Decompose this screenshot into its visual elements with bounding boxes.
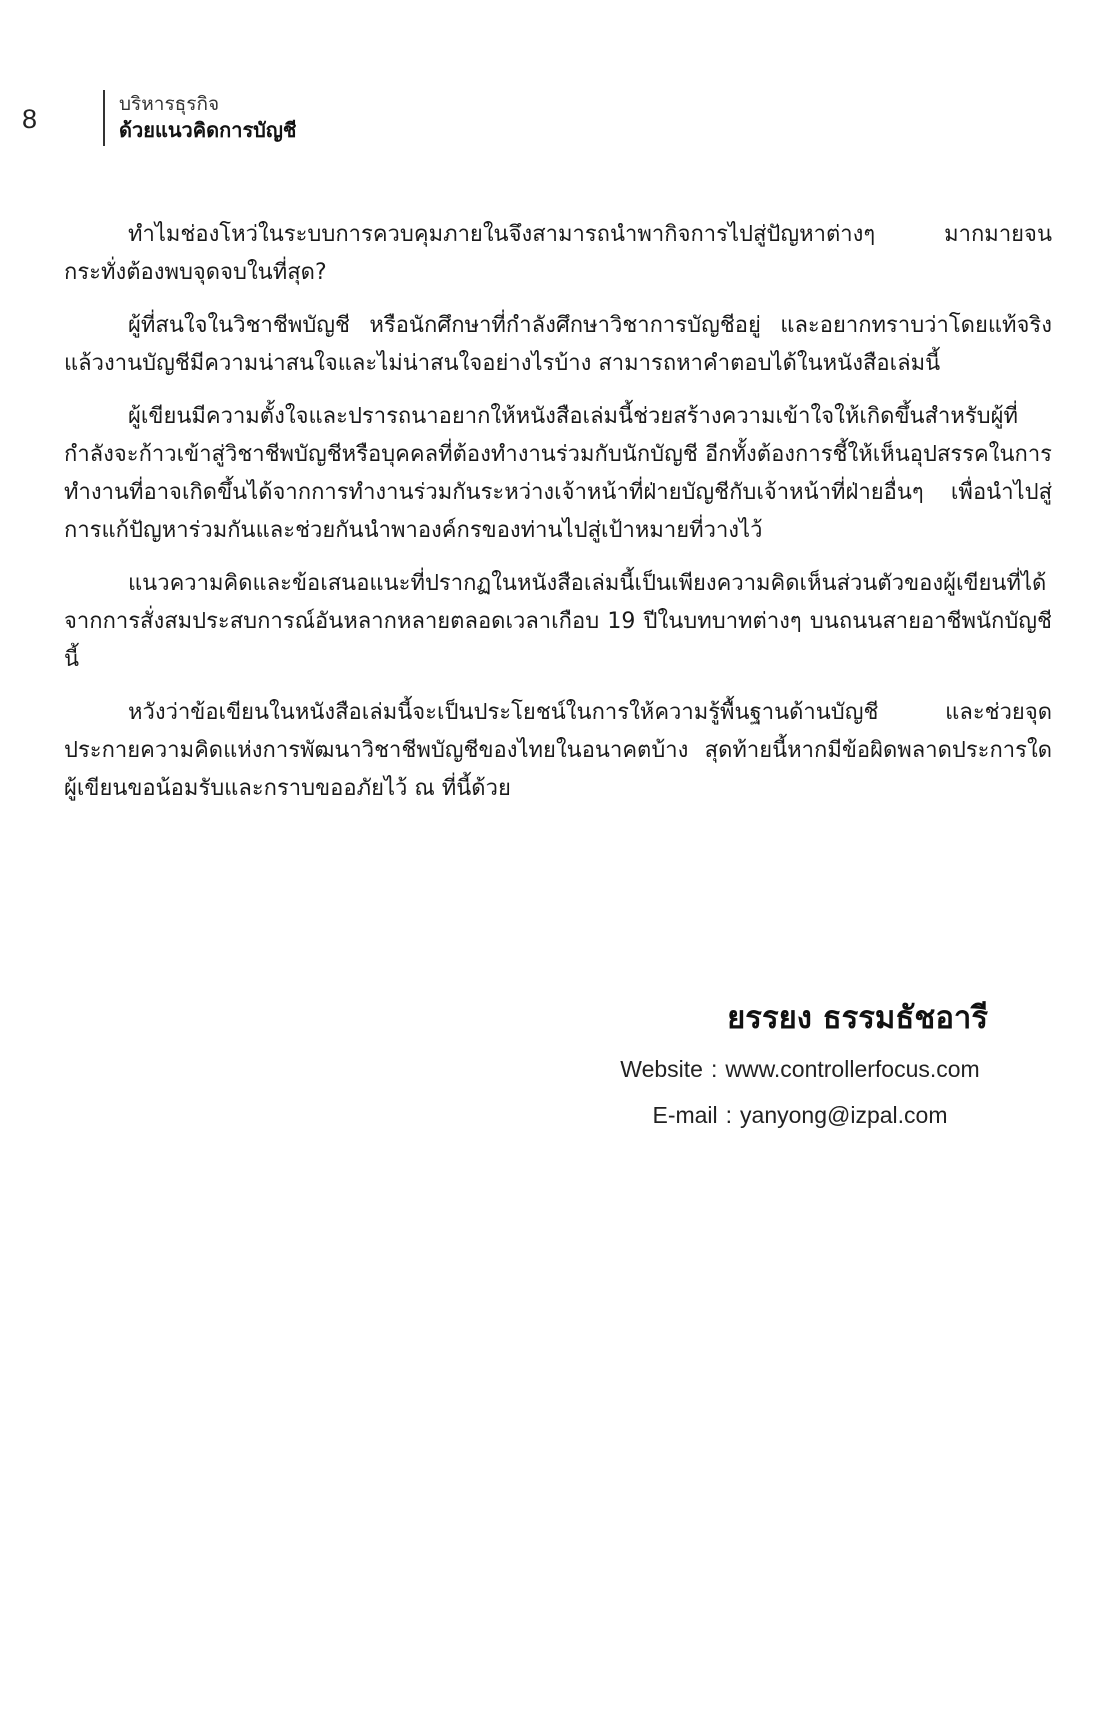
book-title-line1: บริหารธุรกิจ (119, 93, 220, 115)
book-title (119, 91, 297, 143)
email-link[interactable]: yanyong@izpal.com (740, 1102, 948, 1128)
page-header (0, 0, 1102, 160)
paragraph-2: ผู้ที่สนใจในวิชาชีพบัญชี หรือนักศึกษาที่กำลังศึกษาวิชาการบัญชีอยู่ และอยากทราบว่าโดยแท้จริงแล้วงานบัญชีมีความน่าสนใจและไม่น่าสนใจอย่างไรบ้าง สามารถหาคำตอบได้ในหนังสือเล่มนี้ (64, 313, 1052, 376)
paragraph-3: ผู้เขียนมีความตั้งใจและปรารถนาอยากให้หนังสือเล่มนี้ช่วยสร้างความเข้าใจให้เกิดขึ้นสำหรับผู้ที่กำลังจะก้าวเข้าสู่วิชาชีพบัญชีหรือบุคคลที่ต้องทำงานร่วมกับนักบัญชี อีกทั้งต้องการชี้ให้เห็นอุปสรรคในการทำงานที่อาจเกิดขึ้นได้จากการทำงานร่วมกันระหว่างเจ้าหน้าที่ฝ่ายบัญชีกับเจ้าหน้าที่ฝ่ายอื่นๆ เพื่อนำไปสู่การแก้ปัญหาร่วมกันและช่วยกันนำพาองค์กรของท่านไปสู่เป้าหมายที่วางไว้ (64, 404, 1052, 543)
email-label: E-mail (652, 1102, 718, 1128)
paragraph-5: หวังว่าข้อเขียนในหนังสือเล่มนี้จะเป็นประโยชน์ในการให้ความรู้พื้นฐานด้านบัญชี และช่วยจุดประกายความคิดแห่งการพัฒนาวิชาชีพบัญชีของไทยในอนาคตบ้าง สุดท้ายนี้หากมีข้อผิดพลาดประการใด ผู้เขียนขอน้อมรับและกราบขออภัยไว้ ณ ที่นี้ด้วย (64, 700, 1052, 801)
paragraph-4: แนวความคิดและข้อเสนอแนะที่ปรากฏในหนังสือเล่มนี้เป็นเพียงความคิดเห็นส่วนตัวของผู้เขียนที่ได้จากการสั่งสมประสบการณ์อันหลากหลายตลอดเวลาเกือบ 19 ปีในบทบาทต่างๆ บนถนนสายอาชีพนักบัญชีนี้ (64, 571, 1052, 672)
book-title-line2: ด้วยแนวคิดการบัญชี (119, 118, 297, 142)
paragraph-1: ทำไมช่องโหว่ในระบบการควบคุมภายในจึงสามารถนำพากิจการไปสู่ปัญหาต่างๆ มากมายจนกระทั่งต้องพบจุดจบในที่สุด? (64, 222, 1052, 285)
signature-block (550, 996, 1050, 1146)
author-name: ยรรยง ธรรมธัชอารี (727, 1000, 988, 1036)
email-separator: : (725, 1102, 733, 1128)
website-line (550, 1054, 1050, 1084)
email-line (550, 1100, 1050, 1130)
website-label: Website (620, 1056, 703, 1082)
page-number: 8 (22, 104, 38, 134)
header-divider (103, 90, 105, 146)
website-link[interactable]: www.controllerfocus.com (725, 1056, 980, 1082)
body-text (64, 216, 1052, 823)
website-separator: : (710, 1056, 718, 1082)
